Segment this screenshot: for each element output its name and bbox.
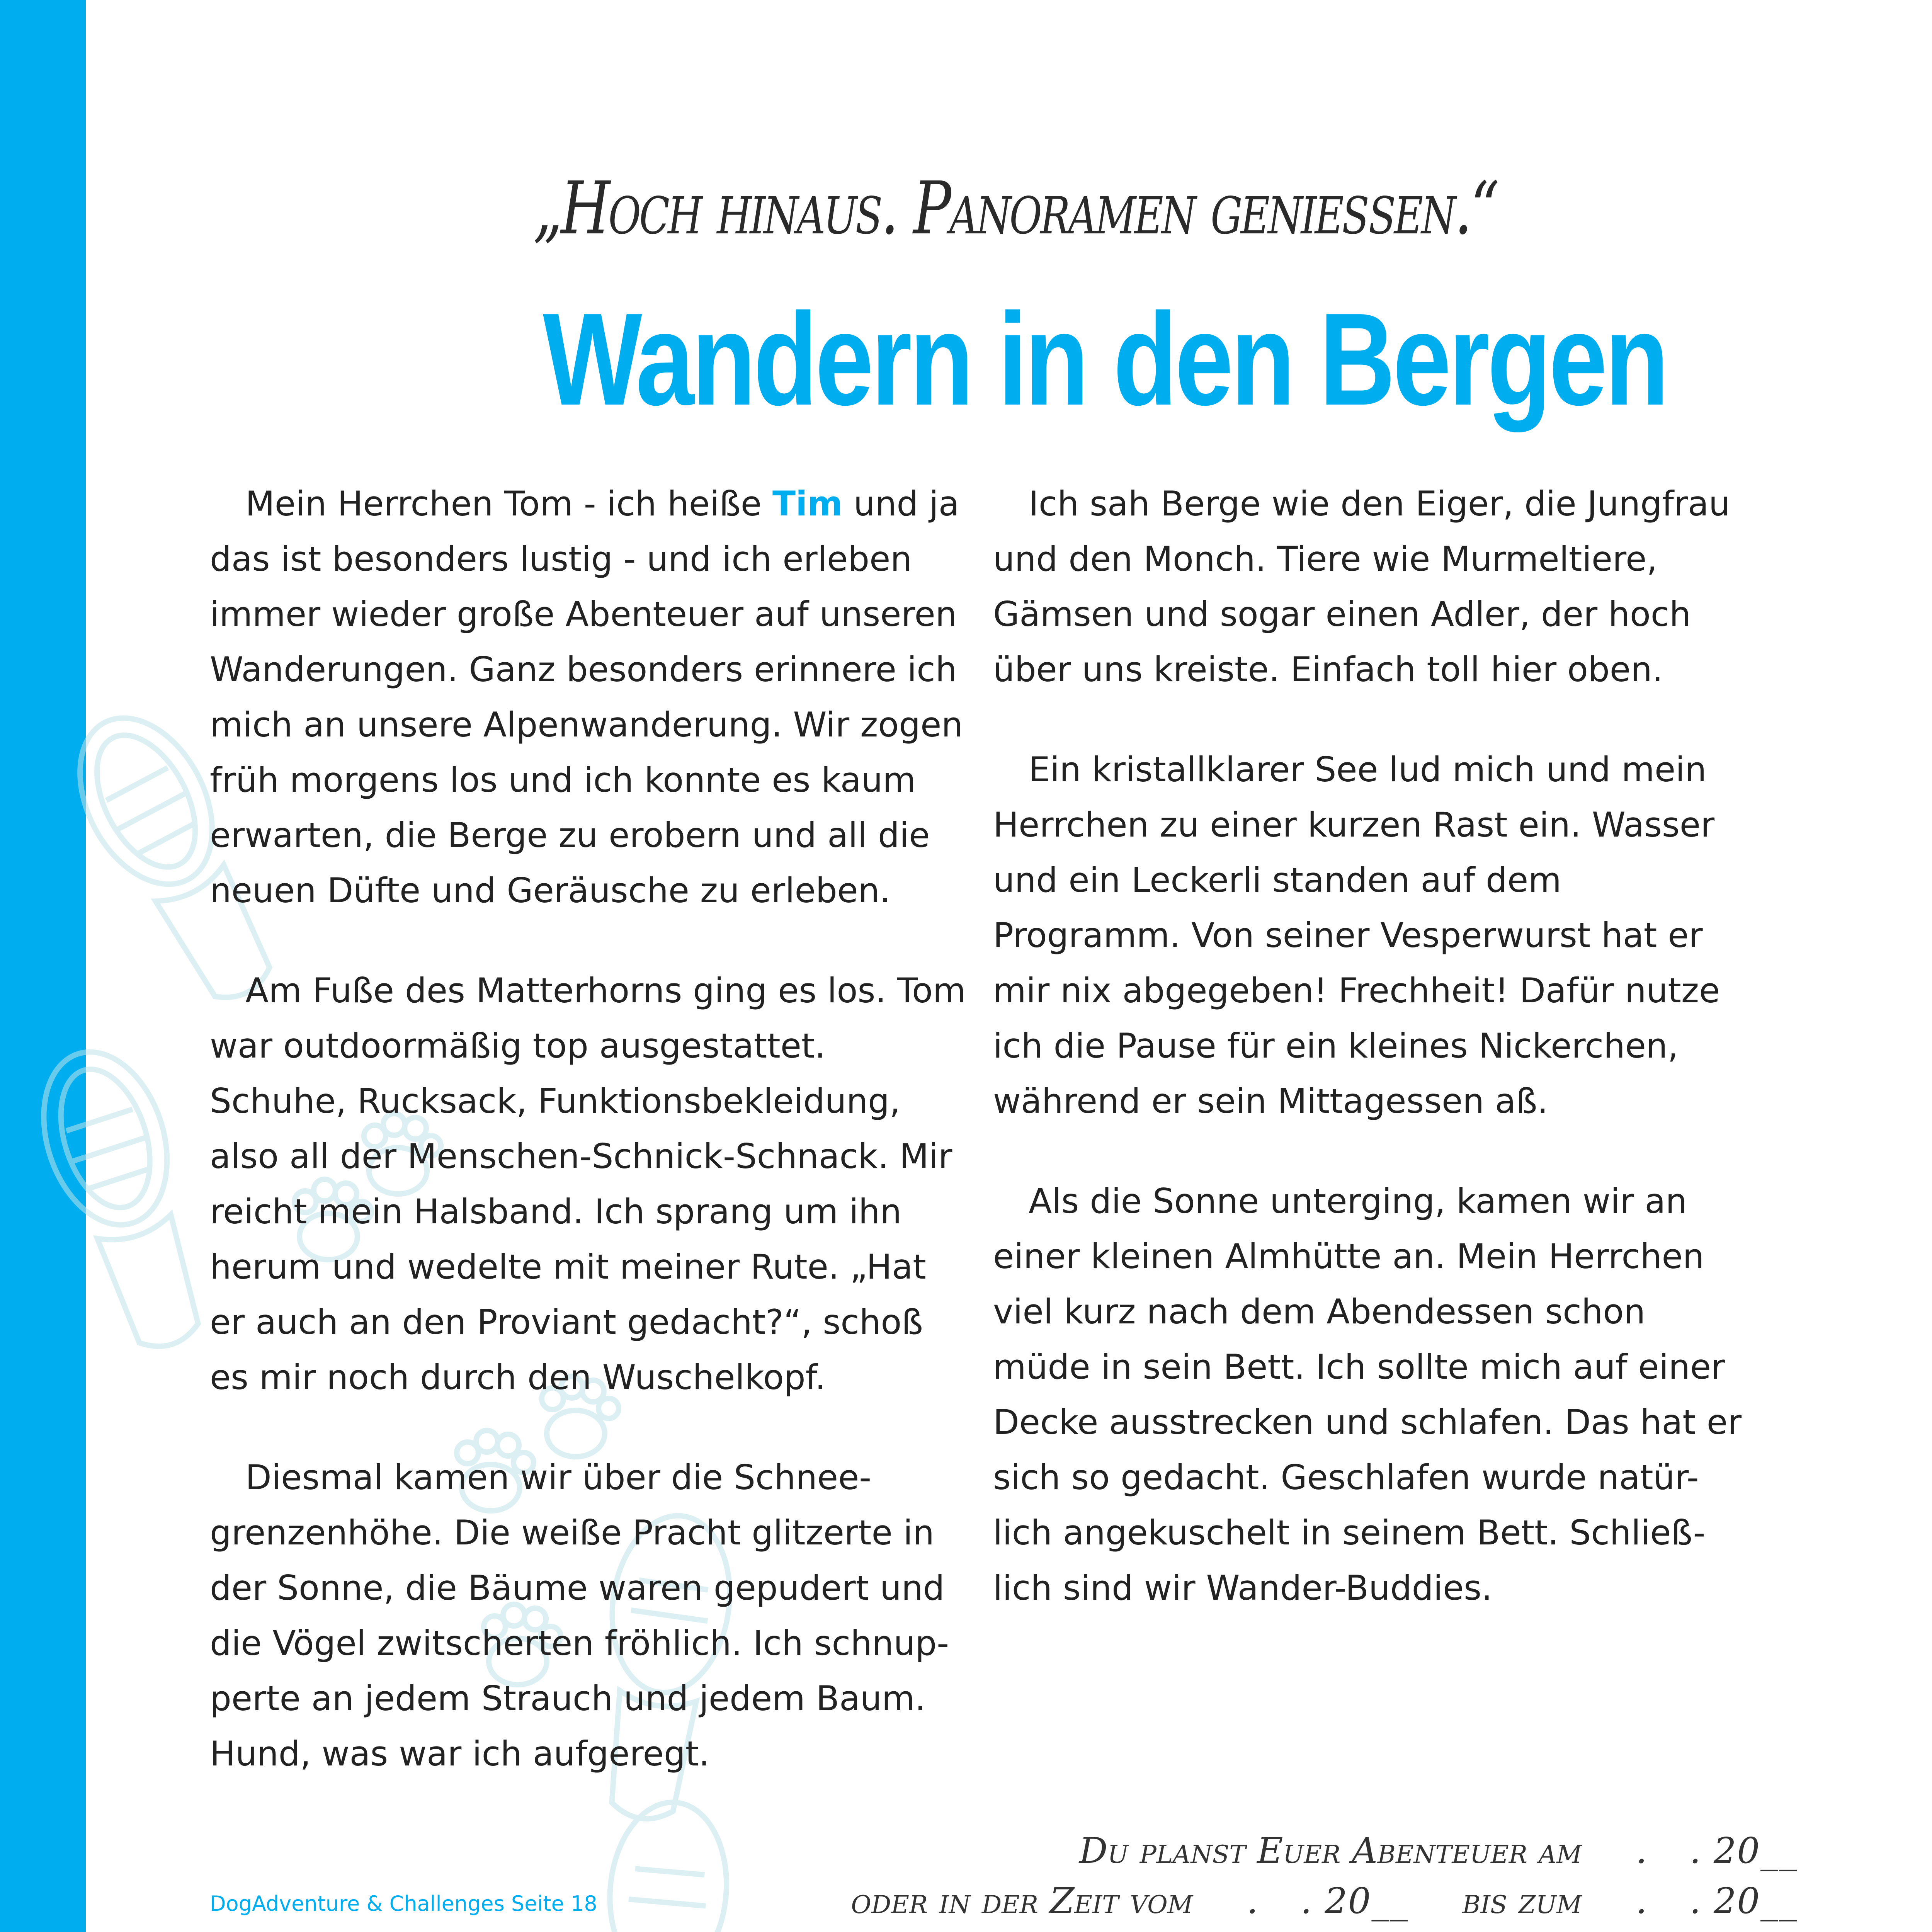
page-title: Wandern in den Bergen [543,286,1667,433]
tagline: „Hoch hinaus. Panoramen genießen.“ [533,166,1498,251]
date-field[interactable]: . 20__ [1689,1830,1798,1871]
paragraph: Als die Sonne unterging, kamen wir an einer kleinen Almhütte an. Mein Herrchen viel kurz nach dem Abendessen schon müde in sein Bett. Ich sollte mich auf einer Decke ausstrecken und schlafen. Das hat er sich so gedacht. Geschlafen wurde natür-lich angekuschelt in seinem Bett. Schließ-lich sind wir Wander-Buddies. [993,1181,1742,1608]
plan-line-2: oder in der Zeit vom . . 20__ bis zum . . 20__ [851,1880,1798,1922]
paragraph: Ein kristallklarer See lud mich und mein Herrchen zu einer kurzen Rast ein. Wasser und ein Leckerli standen auf dem Programm. Von seiner Vesperwurst hat er mir nix abgegeben! Frechheit! Dafür nutze ich die Pause für ein kleines Nickerchen, während er sein Mittagessen aß. [993,750,1720,1121]
plan-line-1: Du planst Euer Abenteuer am . . 20__ [1079,1830,1798,1871]
blue-side-strip [0,0,86,1932]
date-field[interactable]: . 20__ [1300,1880,1409,1922]
right-text-column [993,476,1750,1660]
paragraph: Mein Herrchen Tom - ich heiße Tim und ja das ist besonders lustig - und ich erleben immer wieder große Abenteuer auf unseren Wanderungen. Ganz besonders erinnere ich mich an unsere Alpenwanderung. Wir zogen früh morgens los und ich konnte es kaum erwarten, die Berge zu erobern und all die neuen Düfte und Geräusche zu erleben. [210,484,963,910]
date-field[interactable]: . 20__ [1689,1880,1798,1922]
paragraph: Ich sah Berge wie den Eiger, die Jungfrau und den Monch. Tiere wie Murmeltiere, Gämsen und sogar einen Adler, der hoch über uns kreiste. Einfach toll hier oben. [993,484,1730,689]
paragraph: Am Fuße des Matterhorns ging es los. Tom war outdoormäßig top ausgestattet. Schuhe, Rucksack, Funktionsbekleidung, also all der Menschen-Schnick-Schnack. Mir reicht mein Halsband. Ich sprang um ihn herum und wedelte mit meiner Rute. „Hat er auch an den Proviant gedacht?“, schoß es mir noch durch den Wuschelkopf. [210,971,966,1397]
paragraph: Diesmal kamen wir über die Schnee-grenzenhöhe. Die weiße Pracht glitzerte in der Sonne, die Bäume waren gepudert und die Vögel zwitscherten fröhlich. Ich schnup-perte an jedem Strauch und jedem Baum. Hund, was war ich aufgeregt. [210,1458,949,1774]
page-footer-label: DogAdventure & Challenges Seite 18 [210,1891,597,1916]
dog-name-highlight: Tim [772,484,843,524]
left-text-column [210,476,967,1826]
plan-date-fields [851,1826,1798,1926]
